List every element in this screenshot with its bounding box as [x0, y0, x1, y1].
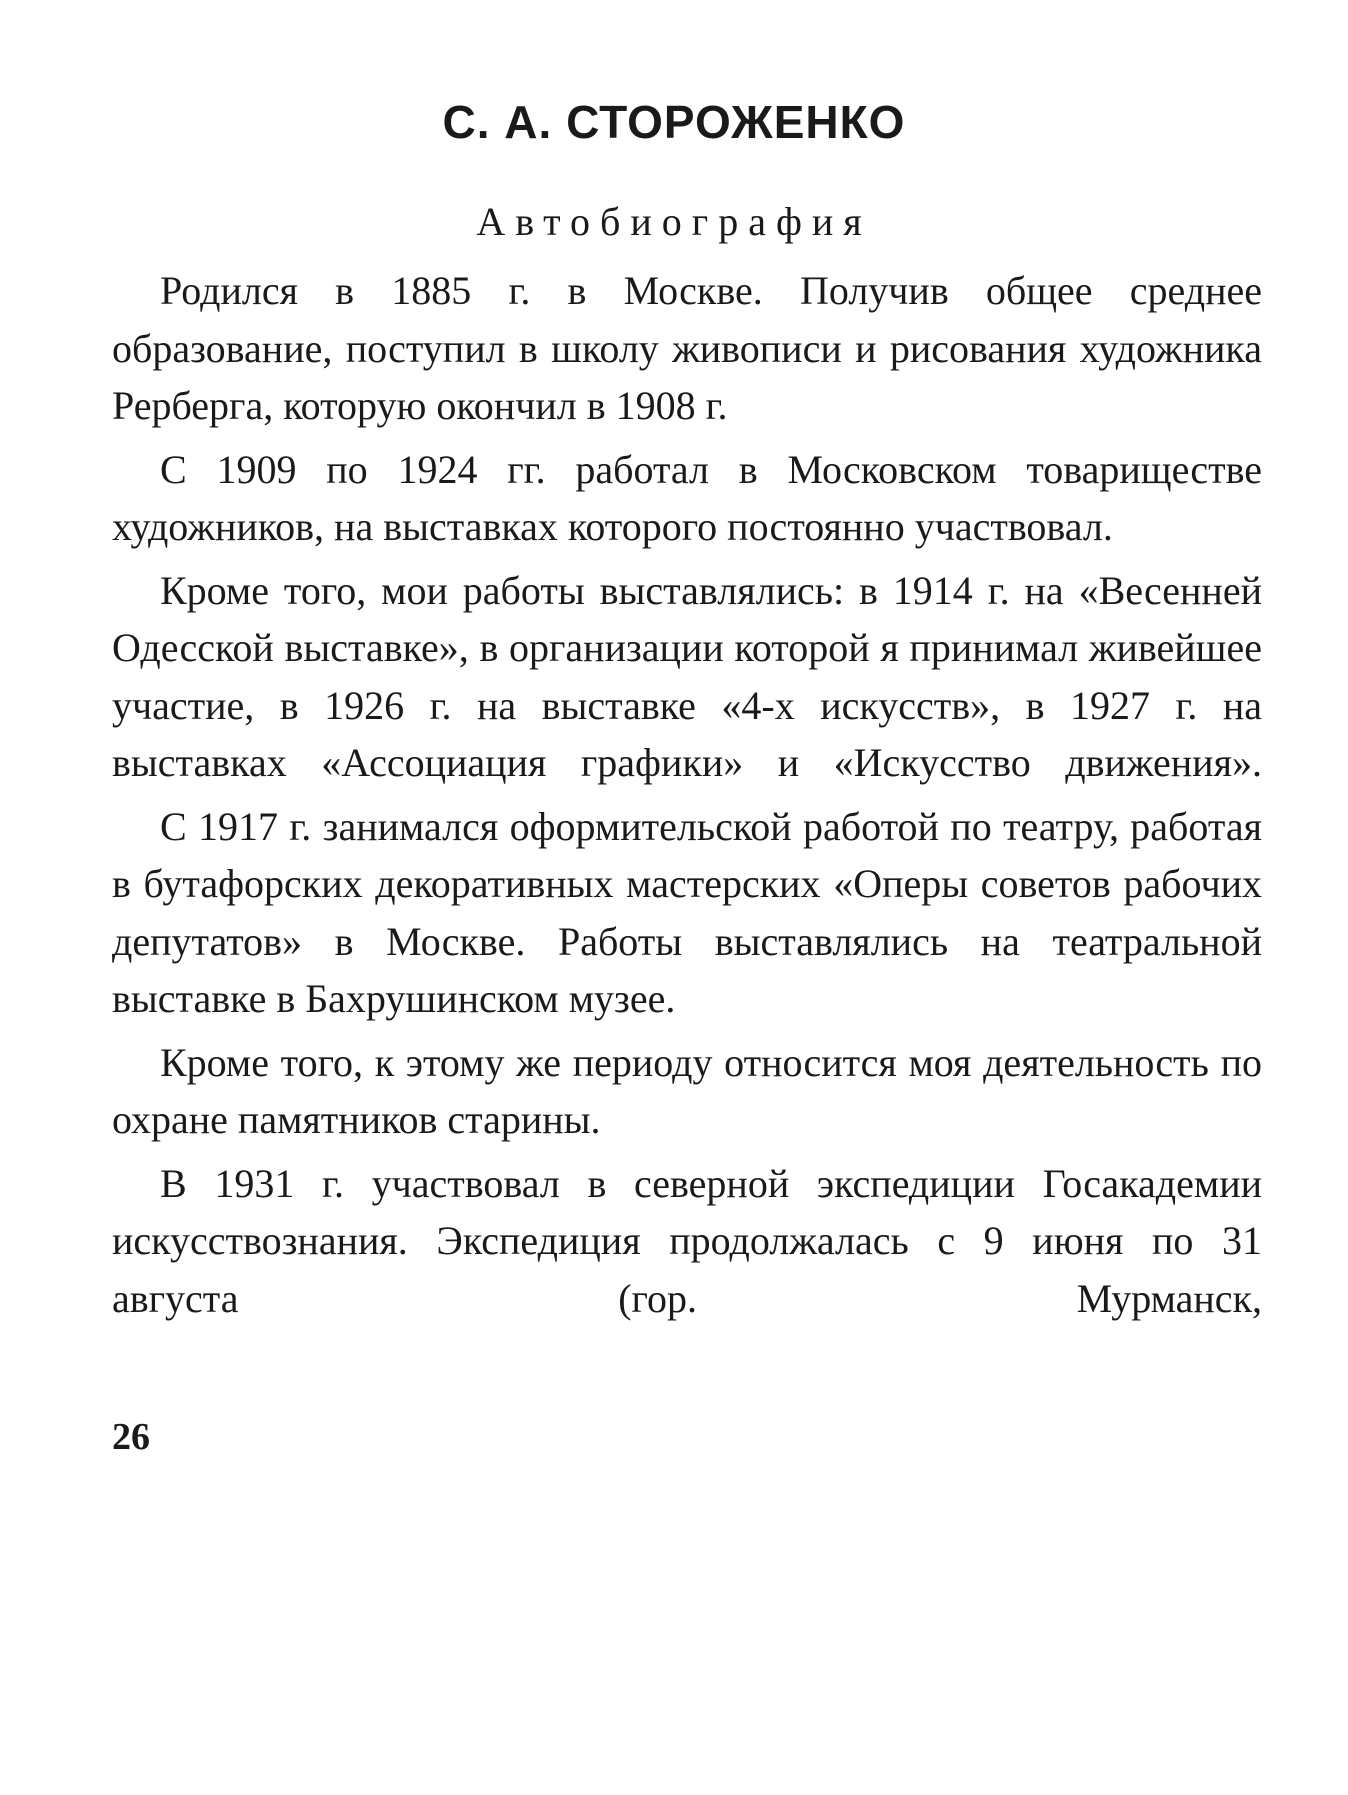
page-number: 26 — [112, 1416, 150, 1458]
paragraph: Кроме того, к этому же периоду относится моя деятельность по охране памятников старины. — [112, 1039, 1262, 1142]
paragraph: Родился в 1885 г. в Москве. Получив общее среднее образование, поступил в школу живописи и рисования художника Рерберга, которую окончил в 1908 г. — [112, 268, 1262, 428]
author-heading: С. А. СТОРОЖЕНКО — [442, 96, 906, 148]
paragraph: Кроме того, мои работы выставлялись: в 1914 г. на «Весенней Одесской выставке», в организации которой я принимал живейшее участие, в 1926 г. на выставке «4-х искусств», в 1927 г. на выставках «Ассоциация графики» и «Искусство движения». — [112, 567, 1262, 785]
document-subtitle: Автобиография — [476, 199, 872, 244]
paragraph: С 1909 по 1924 гг. работал в Московском товариществе художников, на выставках которого постоянно участвовал. — [112, 446, 1262, 549]
body-text — [112, 262, 1262, 1333]
paragraph: С 1917 г. занимался оформительской работой по театру, работая в бутафорских декоративных мастерских «Оперы советов рабочих депутатов» в Москве. Работы выставлялись на театральной выставке в Бахрушинском музее. — [112, 803, 1262, 1021]
paragraph: В 1931 г. участвовал в северной экспедиции Госакадемии искусствознания. Экспедиция продолжалась с 9 июня по 31 августа (гор. Мурманск, — [112, 1160, 1262, 1321]
